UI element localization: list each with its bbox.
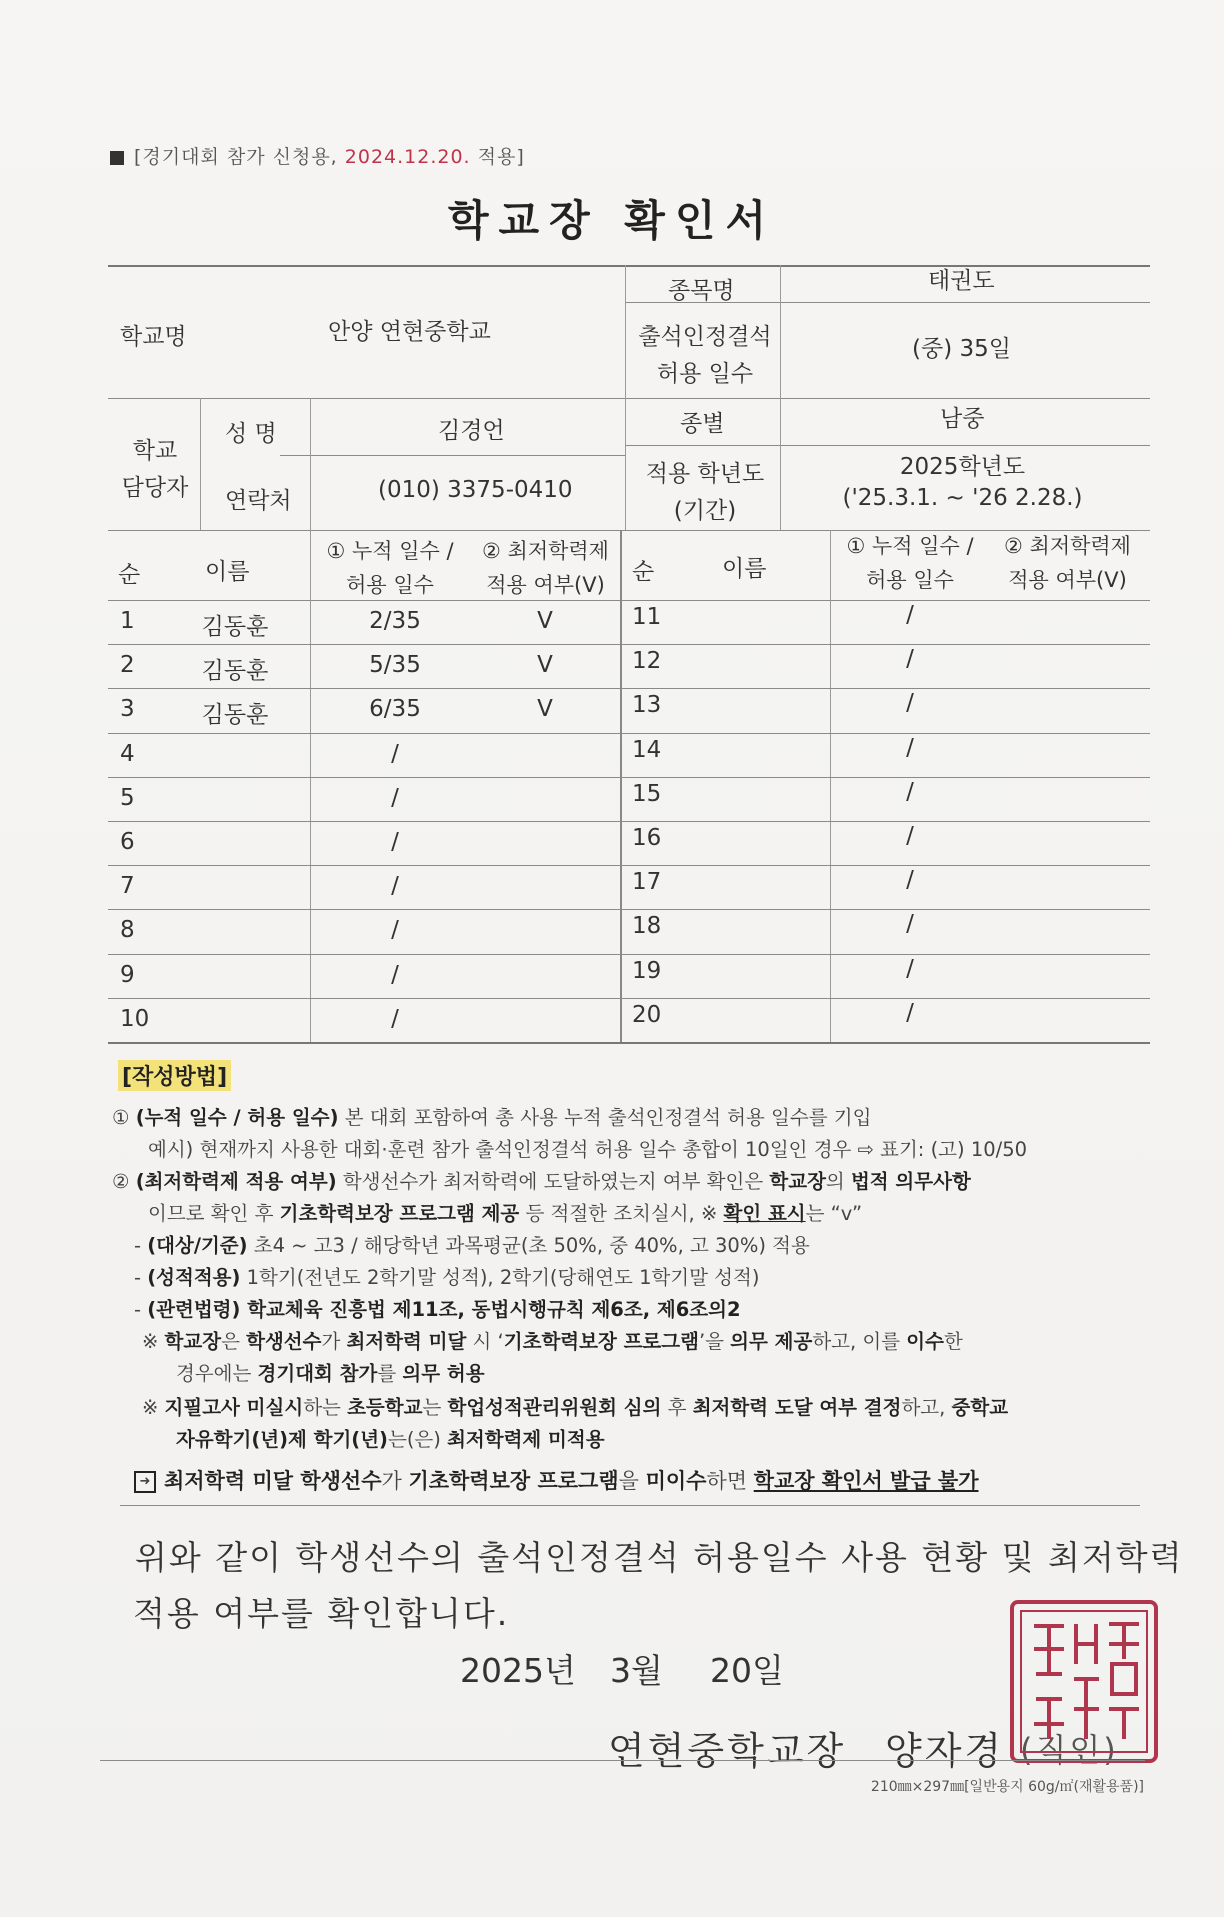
row-number: 5 <box>120 784 135 811</box>
row-number: 6 <box>120 829 135 855</box>
table-row-rule <box>108 909 1150 910</box>
page-title: 학교장 확인서 <box>447 196 777 245</box>
row-number: 2 <box>120 652 135 679</box>
header-note-suffix: 적용] <box>477 146 525 168</box>
inst-text: 를 <box>377 1362 403 1385</box>
info-divider <box>625 265 626 530</box>
row-number: 20 <box>632 1001 662 1028</box>
instruction-line-10 <box>142 1392 1008 1420</box>
inst-num-2: ② <box>112 1170 136 1193</box>
row-days: / <box>906 867 914 894</box>
year-label-line1: 적용 학년도 <box>645 461 765 487</box>
inst-bold: 기초학력보장 프로그램 <box>503 1330 699 1353</box>
contact-value: (010) 3375-0410 <box>378 477 573 503</box>
inst-bold: 중학교 <box>951 1396 1009 1419</box>
table-row-rule <box>108 777 1150 778</box>
row-days: / <box>391 961 399 988</box>
row-number: 11 <box>632 604 662 630</box>
sign-year: 2025년 <box>460 1651 576 1690</box>
header-note <box>110 142 525 169</box>
inst-bold: 지필고사 미실시 <box>164 1396 304 1419</box>
square-bullet-icon <box>110 151 124 165</box>
info-rule <box>280 455 625 456</box>
inst-text: 는 “v” <box>805 1202 863 1225</box>
confirmation-line2: 적용 여부를 확인합니다. <box>133 1594 510 1633</box>
inst-text: 시 ‘ <box>466 1330 504 1353</box>
inst-text: 하면 <box>706 1469 754 1493</box>
inst-bold: 학교장 확인서 발급 불가 <box>753 1469 979 1493</box>
row-days: / <box>906 955 914 982</box>
inst-num-1: ① <box>112 1106 136 1129</box>
row-days: 6/35 <box>369 696 421 723</box>
attendance-label-line2: 허용 일수 <box>656 361 754 387</box>
instruction-line-7 <box>134 1294 741 1322</box>
info-divider <box>780 265 781 530</box>
name-value: 김경언 <box>438 418 505 444</box>
inst-bold: (관련법령) 학교체육 진흥법 제11조, 동법시행규칙 제6조, 제6조의2 <box>147 1298 741 1321</box>
col-no-left: 순 <box>118 562 141 588</box>
row-number: 15 <box>632 780 662 807</box>
col-days-right <box>830 530 990 594</box>
instruction-line-12 <box>134 1465 979 1495</box>
table-row-rule <box>108 733 1150 734</box>
row-flag: V <box>537 652 553 679</box>
inst-text: - <box>134 1234 148 1257</box>
seal-glyphs-icon <box>1014 1604 1154 1759</box>
inst-bold: (대상/기준) <box>147 1234 248 1257</box>
row-days: / <box>391 740 399 767</box>
table-divider <box>830 530 831 1042</box>
instruction-line-4 <box>148 1198 862 1226</box>
header-note-prefix: [경기대회 참가 신청용, <box>134 146 338 168</box>
inst-text: 경우에는 <box>176 1362 258 1385</box>
instructions-title: [작성방법] <box>118 1060 231 1091</box>
row-days: 2/35 <box>369 608 421 634</box>
row-number: 8 <box>120 917 135 944</box>
row-days: / <box>391 917 399 944</box>
col-flag-left-line2: 적용 여부(V) <box>486 573 605 597</box>
inst-bold: 미이수 <box>645 1469 707 1493</box>
inst-bold: 경기대회 참가 <box>257 1362 378 1385</box>
row-days: / <box>906 602 914 628</box>
attendance-value: (중) 35일 <box>912 336 1011 362</box>
inst-bold: 학생선수 <box>246 1330 322 1353</box>
info-divider <box>200 398 201 530</box>
inst-text: 학생선수가 최저학력에 도달하였는지 여부 확인은 <box>336 1170 770 1193</box>
instruction-line-2: 예시) 현재까지 사용한 대회·훈련 참가 출석인정결석 허용 일수 총합이 10일인 경우 ⇨ 표기: (고) 10/50 <box>148 1138 1028 1161</box>
inst-bold: 확인 표시 <box>723 1202 806 1225</box>
col-no-right: 순 <box>632 559 655 585</box>
inst-bold: 학업성적관리위원회 심의 <box>447 1396 662 1419</box>
inst-text: 는(은) <box>387 1428 448 1451</box>
table-divider <box>310 530 311 1042</box>
inst-bold: 최저학력 미달 학생선수 <box>164 1469 382 1493</box>
school-value: 안양 연현중학교 <box>328 319 491 345</box>
contact-label: 연락처 <box>225 488 292 514</box>
inst-bold: 의무 허용 <box>402 1362 485 1385</box>
instruction-line-9 <box>176 1358 485 1386</box>
principal-title: 연현중학교장 <box>608 1729 847 1773</box>
row-number: 10 <box>120 1005 150 1032</box>
sign-day: 20일 <box>710 1651 784 1690</box>
col-flag-left-line1: ② 최저학력제 <box>482 539 609 563</box>
year-label-line2: (기간) <box>673 498 737 524</box>
col-flag-left <box>468 535 623 599</box>
confirmation-line1: 위와 같이 학생선수의 출석인정결석 허용일수 사용 현황 및 최저학력 <box>135 1538 1184 1577</box>
col-days-left-line1: ① 누적 일수 / <box>326 539 454 563</box>
col-flag-right-line2: 적용 여부(V) <box>1008 568 1127 592</box>
inst-text: 의 <box>825 1170 851 1193</box>
inst-text: 등 적절한 조치실시, ※ <box>519 1202 724 1225</box>
row-number: 3 <box>120 696 135 723</box>
inst-text: ※ <box>142 1396 165 1419</box>
inst-text: - <box>134 1266 148 1289</box>
inst-text: ※ <box>142 1330 165 1353</box>
row-days: 5/35 <box>369 652 421 679</box>
footer-rule <box>100 1760 1145 1761</box>
inst-bold: 최저학력 도달 여부 결정 <box>692 1396 902 1419</box>
inst-text: ’을 <box>698 1330 731 1353</box>
row-number: 4 <box>120 740 135 767</box>
row-days: / <box>906 999 914 1026</box>
year-value-line1: 2025학년도 <box>899 454 1026 480</box>
attendance-label <box>630 318 780 388</box>
row-number: 17 <box>632 869 662 896</box>
inst-text: 가 <box>321 1330 347 1353</box>
attendance-label-line1: 출석인정결석 <box>638 324 772 350</box>
info-rule <box>108 398 1150 399</box>
inst-bold: 이수 <box>906 1330 944 1353</box>
table-bottom-rule <box>108 1042 1150 1044</box>
row-number: 18 <box>632 913 662 940</box>
inst-bold: 법적 의무사항 <box>850 1170 971 1193</box>
col-days-left <box>310 535 470 599</box>
row-days: / <box>391 873 399 900</box>
col-flag-right <box>990 530 1145 594</box>
inst-text: 하는 <box>303 1396 348 1419</box>
inst-bold: 학교장 <box>769 1170 826 1193</box>
col-name-right: 이름 <box>722 556 767 582</box>
inst-bold: (누적 일수 / 허용 일수) <box>135 1106 339 1129</box>
inst-text: 본 대회 포함하여 총 사용 누적 출석인정결석 허용 일수를 기입 <box>338 1106 872 1129</box>
manager-label-line2: 담당자 <box>121 475 189 501</box>
event-value: 태권도 <box>928 268 995 294</box>
inst-bold: 최저학력제 미적용 <box>447 1428 605 1451</box>
row-flag: V <box>537 608 553 634</box>
inst-bold: 초등학교 <box>347 1396 423 1419</box>
name-label: 성 명 <box>225 421 277 447</box>
inst-text: 하고, 이를 <box>812 1330 907 1353</box>
inst-text: 초4 ~ 고3 / 해당학년 과목평균(초 50%, 중 40%, 고 30%) 적용 <box>247 1234 810 1257</box>
instructions-bottom-rule <box>120 1505 1140 1506</box>
row-days: / <box>906 646 914 673</box>
inst-bold: 학교장 <box>164 1330 222 1353</box>
inst-bold: 기초학력보장 프로그램 제공 <box>279 1202 520 1225</box>
inst-bold: (성적적용) <box>147 1266 241 1289</box>
table-header-rule <box>108 600 1150 601</box>
inst-text: - <box>134 1298 148 1321</box>
table-center-divider <box>620 530 622 1042</box>
row-number: 7 <box>120 873 135 900</box>
row-flag: V <box>537 696 553 723</box>
row-name: 김동훈 <box>201 658 269 685</box>
instruction-line-11 <box>176 1424 605 1452</box>
col-name-left: 이름 <box>205 559 250 585</box>
sign-month: 3월 <box>610 1651 663 1690</box>
row-days: / <box>391 784 399 811</box>
school-label: 학교명 <box>120 324 187 350</box>
seal-label: (직인) <box>1020 1731 1119 1769</box>
manager-label <box>115 432 195 502</box>
year-value <box>800 448 1125 511</box>
inst-text: 한 <box>943 1330 963 1353</box>
col-flag-right-line1: ② 최저학력제 <box>1004 534 1131 558</box>
col-days-right-line1: ① 누적 일수 / <box>846 534 974 558</box>
inst-bold: 자유학기(년)제 학기(년) <box>176 1428 388 1451</box>
row-number: 1 <box>120 608 135 634</box>
instruction-line-1 <box>112 1102 871 1130</box>
inst-text: 은 <box>221 1330 247 1353</box>
info-rule <box>625 445 1150 446</box>
row-number: 14 <box>632 736 662 763</box>
row-number: 13 <box>632 692 662 719</box>
year-value-line2: ('25.3.1. ~ '26 2.28.) <box>842 485 1083 511</box>
inst-text: 하고, <box>901 1396 952 1419</box>
row-days: / <box>906 690 914 717</box>
gender-value: 남중 <box>940 406 985 432</box>
row-days: / <box>906 734 914 761</box>
manager-label-line1: 학교 <box>132 438 178 464</box>
row-days: / <box>906 778 914 805</box>
principal-name: 양자경 <box>885 1729 1005 1773</box>
inst-text: 을 <box>618 1469 646 1493</box>
instruction-line-6 <box>134 1262 759 1290</box>
instruction-line-3 <box>112 1166 971 1194</box>
header-note-date: 2024.12.20. <box>344 146 471 168</box>
info-divider <box>310 398 311 530</box>
event-label: 종목명 <box>668 278 735 304</box>
table-row-rule <box>108 998 1150 999</box>
row-days: / <box>906 823 914 849</box>
inst-bold: 최저학력 미달 <box>346 1330 467 1353</box>
table-row-rule <box>108 688 1150 689</box>
gender-label: 종별 <box>680 411 725 437</box>
inst-text: 가 <box>381 1469 409 1493</box>
instruction-line-5 <box>134 1230 810 1258</box>
row-days: / <box>391 1005 399 1032</box>
inst-text: 1학기(전년도 2학기말 성적), 2학기(당해연도 1학기말 성적) <box>240 1266 760 1289</box>
row-name: 김동훈 <box>201 702 269 729</box>
inst-bold: 의무 제공 <box>730 1330 813 1353</box>
col-days-left-line2: 허용 일수 <box>346 573 434 597</box>
row-number: 16 <box>632 825 662 851</box>
arrow-box-icon: ➜ <box>134 1471 156 1493</box>
inst-bold: 기초학력보장 프로그램 <box>408 1469 619 1493</box>
inst-bold: (최저학력제 적용 여부) <box>135 1170 337 1193</box>
inst-text: 이므로 확인 후 <box>148 1202 280 1225</box>
inst-text: 후 <box>661 1396 693 1419</box>
row-number: 12 <box>632 648 662 675</box>
inst-text: 는 <box>422 1396 448 1419</box>
instruction-line-8 <box>142 1326 963 1354</box>
row-days: / <box>391 829 399 855</box>
table-row-rule <box>108 954 1150 955</box>
row-days: / <box>906 911 914 938</box>
col-days-right-line2: 허용 일수 <box>866 568 954 592</box>
paper-spec: 210㎜×297㎜[일반용지 60g/㎡(재활용품)] <box>870 1779 1144 1795</box>
row-number: 19 <box>632 957 662 984</box>
row-number: 9 <box>120 961 135 988</box>
row-name: 김동훈 <box>201 614 269 640</box>
table-row-rule <box>108 644 1150 645</box>
official-seal-stamp <box>1010 1600 1158 1763</box>
year-label <box>630 455 780 525</box>
table-row-rule <box>108 821 1150 822</box>
table-row-rule <box>108 865 1150 866</box>
